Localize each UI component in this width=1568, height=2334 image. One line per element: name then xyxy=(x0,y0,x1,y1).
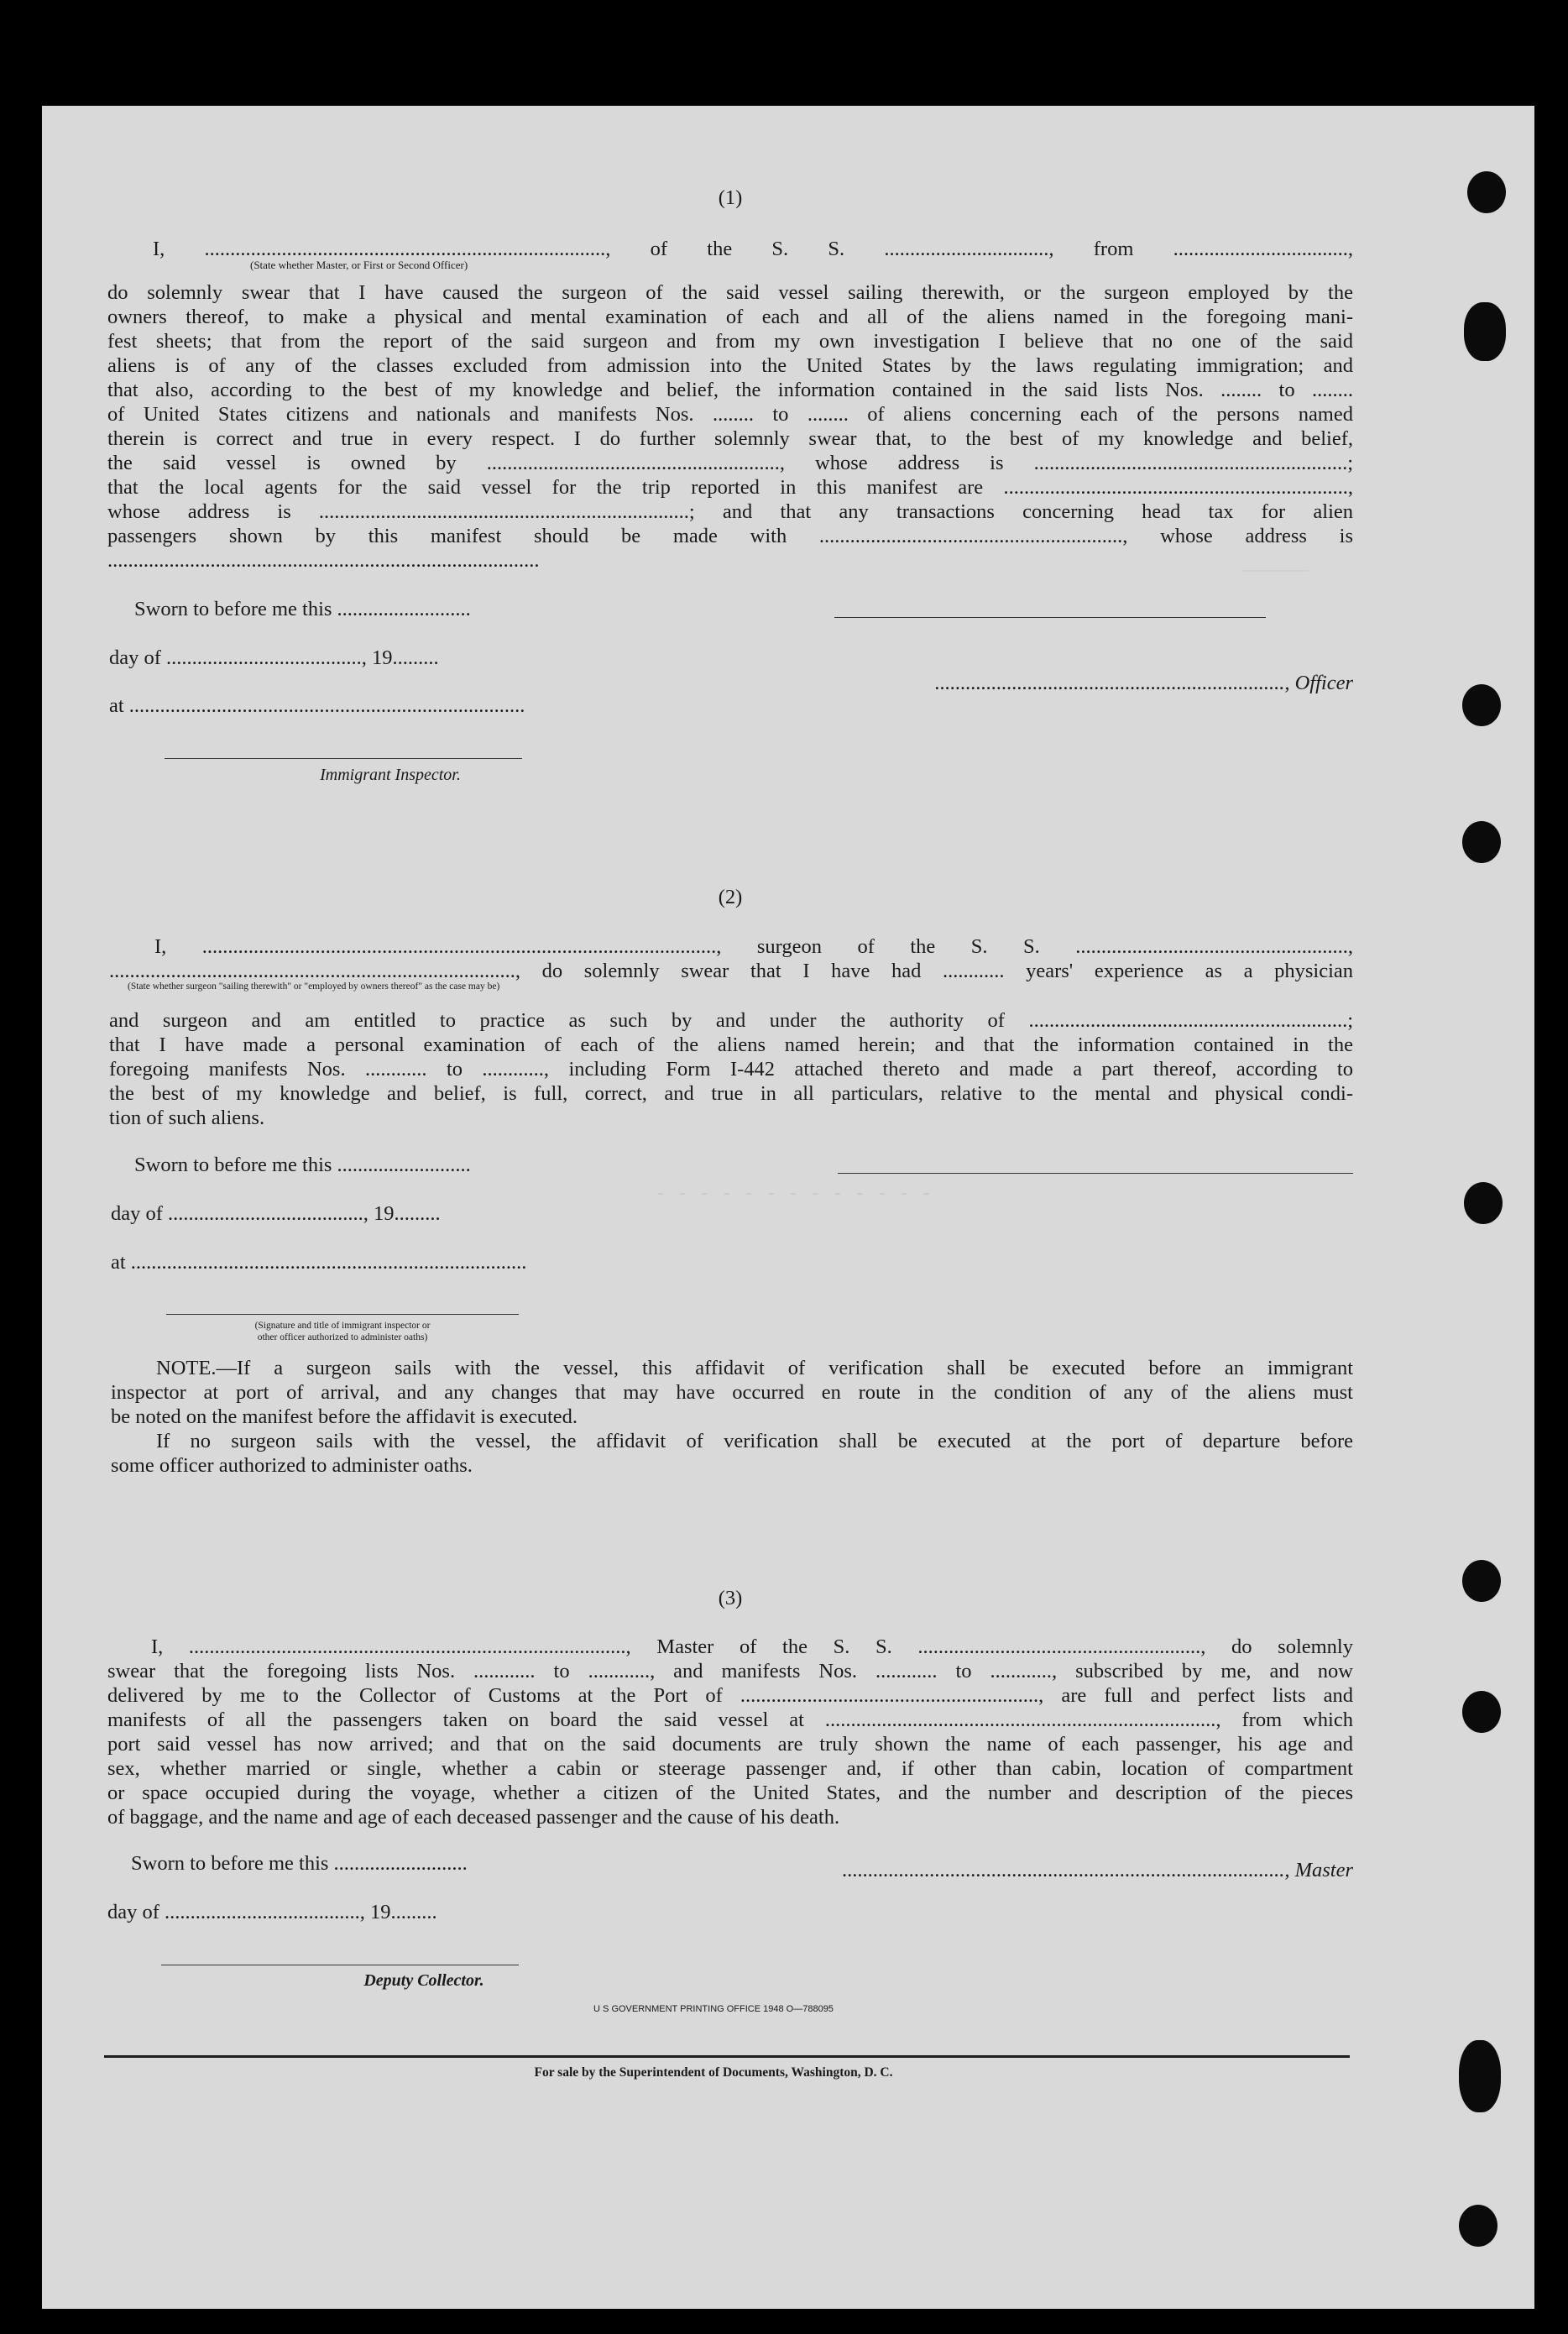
s1-line: that also, according to the best of my knowledge and belief, the information contained in the said lists Nos. ........ to ........ xyxy=(107,379,1353,401)
s3-line: swear that the foregoing lists Nos. ............ to ............, and manifests Nos. ............ to ............, subscribed by me, and now xyxy=(107,1660,1353,1682)
section-1-number: (1) xyxy=(718,186,743,209)
binder-hole xyxy=(1467,171,1506,213)
sale-notice: For sale by the Superintendent of Documents, Washington, D. C. xyxy=(534,2065,893,2080)
s2-line: that I have made a personal examination of each of the aliens named herein; and that the information contained in the xyxy=(109,1034,1353,1056)
s2-note-line: NOTE.—If a surgeon sails with the vessel, this affidavit of verification shall be executed before an immigrant xyxy=(156,1357,1353,1379)
s1-inspector-caption: Immigrant Inspector. xyxy=(320,766,461,784)
s1-day-line: day of ......................................, 19......... xyxy=(109,646,439,669)
s3-line: I, ....................................................................................., Master of the S. S. ......................................................., do solemnly xyxy=(151,1635,1353,1658)
s1-line: .................................................................................... xyxy=(107,549,540,572)
gpo-imprint: U S GOVERNMENT PRINTING OFFICE 1948 O—788095 xyxy=(593,2004,834,2014)
bleed-through: ______ xyxy=(1242,554,1309,575)
binder-hole xyxy=(1464,302,1506,361)
s1-officer-line: ...................................................................., Officer xyxy=(934,672,1353,694)
section-3-number: (3) xyxy=(718,1587,743,1609)
footer-rule xyxy=(104,2055,1350,2058)
binder-hole xyxy=(1459,2205,1497,2247)
binder-hole xyxy=(1462,684,1501,726)
s1-line: do solemnly swear that I have caused the surgeon of the said vessel sailing therewith, or the surgeon employed by the xyxy=(107,281,1353,304)
s2-inspector-rule xyxy=(166,1314,519,1315)
s2-signature-caption: (Signature and title of immigrant inspector or xyxy=(254,1321,431,1331)
s3-sworn-line: Sworn to before me this .......................... xyxy=(131,1852,468,1875)
s1-line: owners thereof, to make a physical and mental examination of each and all of the aliens named in the foregoing mani- xyxy=(107,306,1353,328)
s2-line: foregoing manifests Nos. ............ to ............, including Form I-442 attached thereto and made a part thereof, according to xyxy=(109,1058,1353,1081)
s1-line: passengers shown by this manifest should be made with ..........................................................., whose address is xyxy=(107,525,1353,547)
s1-line: the said vessel is owned by ........................................................., whose address is .............................................................; xyxy=(107,452,1353,474)
s2-line: the best of my knowledge and belief, is full, correct, and true in all particulars, relative to the mental and physical condi- xyxy=(109,1082,1353,1105)
s1-line: aliens is of any of the classes excluded from admission into the United States by the laws regulating immigration; and xyxy=(107,354,1353,377)
bleed-through: - - - - - - - - - - - - - xyxy=(655,1184,933,1205)
binder-hole xyxy=(1462,821,1501,863)
s2-at-line: at ............................................................................. xyxy=(111,1251,527,1274)
s1-sworn-line: Sworn to before me this .......................... xyxy=(134,598,471,620)
s3-line: manifests of all the passengers taken on board the said vessel at ............................................................................, from which xyxy=(107,1709,1353,1731)
s3-master-line: ......................................................................................, Master xyxy=(842,1859,1353,1881)
s2-day-line: day of ......................................, 19......... xyxy=(111,1202,441,1225)
s3-line: delivered by me to the Collector of Customs at the Port of .........................................................., are full and perfect lists and xyxy=(107,1684,1353,1707)
s1-at-line: at ............................................................................. xyxy=(109,694,525,717)
s2-note-line: inspector at port of arrival, and any changes that may have occurred en route in the condition of any of the aliens must xyxy=(111,1381,1353,1404)
s3-line: port said vessel has now arrived; and that on the said documents are truly shown the name of each passenger, his age and xyxy=(107,1733,1353,1756)
s3-collector-caption: Deputy Collector. xyxy=(363,1971,484,1990)
binder-hole xyxy=(1462,1560,1501,1602)
s2-line: and surgeon and am entitled to practice as such by and under the authority of ..............................................................; xyxy=(109,1009,1353,1032)
s3-line: sex, whether married or single, whether a cabin or steerage passenger and, if other than cabin, location of compartment xyxy=(107,1757,1353,1780)
s1-line: therein is correct and true in every respect. I do further solemnly swear that, to the best of my knowledge and belief, xyxy=(107,427,1353,450)
s2-note-line: be noted on the manifest before the affidavit is executed. xyxy=(111,1405,578,1428)
s1-line: fest sheets; that from the report of the said surgeon and from my own investigation I believe that no one of the said xyxy=(107,330,1353,353)
s1-role-note: (State whether Master, or First or Second Officer) xyxy=(250,259,468,271)
binder-hole xyxy=(1462,1691,1501,1733)
s3-line: of baggage, and the name and age of each deceased passenger and the cause of his death. xyxy=(107,1806,840,1829)
s1-line: I, .............................................................................., of the S. S. ................................, from .................................., xyxy=(153,238,1353,260)
s2-signature-rule xyxy=(838,1173,1353,1174)
s3-day-line: day of ......................................, 19......... xyxy=(107,1901,437,1923)
s1-signature-rule xyxy=(834,617,1266,618)
s2-signature-caption: other officer authorized to administer oaths) xyxy=(257,1332,428,1342)
binder-hole xyxy=(1459,2040,1501,2112)
s1-inspector-rule xyxy=(165,758,522,759)
s2-line: ..............................................................................., do solemnly swear that I have had ............ years' experience as a physician xyxy=(109,960,1353,982)
s1-line: that the local agents for the said vessel for the trip reported in this manifest are ..................................................................., xyxy=(107,476,1353,499)
s2-note-line: If no surgeon sails with the vessel, the affidavit of verification shall be executed at the port of departure before xyxy=(156,1430,1353,1452)
s1-line: whose address is ........................................................................; and that any transactions concerning head tax for alien xyxy=(107,500,1353,523)
s2-note-line: some officer authorized to administer oaths. xyxy=(111,1454,473,1477)
binder-hole xyxy=(1464,1182,1503,1224)
s3-line: or space occupied during the voyage, whether a citizen of the United States, and the number and description of the pieces xyxy=(107,1782,1353,1804)
section-2-number: (2) xyxy=(718,886,743,908)
s1-line: of United States citizens and nationals and manifests Nos. ........ to ........ of aliens concerning each of the persons named xyxy=(107,403,1353,426)
s2-role-note: (State whether surgeon "sailing therewith" or "employed by owners thereof" as the case may be) xyxy=(128,981,500,992)
s2-sworn-line: Sworn to before me this .......................... xyxy=(134,1154,471,1176)
s2-line: tion of such aliens. xyxy=(109,1107,265,1129)
s2-line: I, ...................................................................................................., surgeon of the S. S. ....................................................., xyxy=(154,935,1353,958)
